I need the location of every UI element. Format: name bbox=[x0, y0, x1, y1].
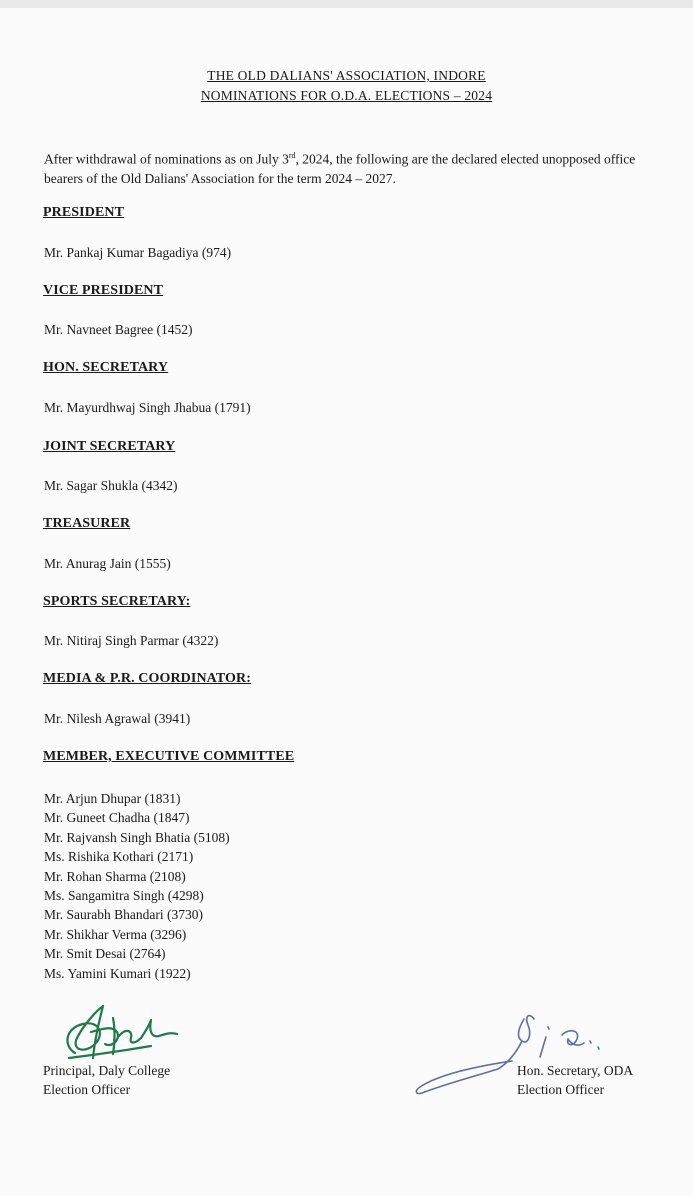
name-media-pr-coordinator: Mr. Nilesh Agrawal (3941) bbox=[44, 711, 191, 726]
list-item: Mr. Guneet Chadha (1847) bbox=[44, 810, 190, 826]
document-title-line1: THE OLD DALIANS' ASSOCIATION, INDORE bbox=[207, 68, 486, 83]
heading-hon-secretary: HON. SECRETARY bbox=[43, 360, 169, 375]
intro-paragraph: After withdrawal of nominations as on July 3rd, 2024, the following are the declared elected unopposed office bearers of the Old Dalians' Association for the term 2024 – 2027. bbox=[44, 151, 636, 186]
right-signatory-title: Hon. Secretary, ODA bbox=[517, 1063, 634, 1078]
heading-treasurer: TREASURER bbox=[43, 516, 131, 531]
document-title-line2: NOMINATIONS FOR O.D.A. ELECTIONS – 2024 bbox=[200, 88, 493, 103]
name-joint-secretary: Mr. Sagar Shukla (4342) bbox=[44, 478, 178, 493]
list-item: Mr. Smit Desai (2764) bbox=[44, 946, 166, 962]
name-treasurer: Mr. Anurag Jain (1555) bbox=[44, 556, 171, 571]
committee-member-list bbox=[44, 789, 230, 983]
right-signatory-block bbox=[517, 1061, 633, 1099]
list-item: Mr. Arjun Dhupar (1831) bbox=[44, 791, 181, 806]
list-item: Ms. Sangamitra Singh (4298) bbox=[44, 887, 204, 903]
left-signatory-block bbox=[43, 1061, 170, 1099]
list-item: Ms. Rishika Kothari (2171) bbox=[44, 849, 194, 865]
left-signatory-role: Election Officer bbox=[43, 1082, 131, 1097]
heading-media-pr-coordinator: MEDIA & P.R. COORDINATOR: bbox=[43, 671, 251, 686]
heading-vice-president: VICE PRESIDENT bbox=[43, 283, 164, 298]
list-item: Mr. Rohan Sharma (2108) bbox=[44, 868, 186, 884]
heading-sports-secretary: SPORTS SECRETARY: bbox=[43, 594, 191, 609]
right-signatory-role: Election Officer bbox=[517, 1082, 605, 1097]
heading-executive-committee: MEMBER, EXECUTIVE COMMITTEE bbox=[43, 749, 295, 764]
name-vice-president: Mr. Navneet Bagree (1452) bbox=[44, 322, 193, 337]
list-item: Mr. Saurabh Bhandari (3730) bbox=[44, 907, 203, 923]
name-sports-secretary: Mr. Nitiraj Singh Parmar (4322) bbox=[44, 633, 219, 648]
heading-president: PRESIDENT bbox=[43, 205, 125, 220]
list-item: Mr. Rajvansh Singh Bhatia (5108) bbox=[44, 829, 230, 845]
heading-joint-secretary: JOINT SECRETARY bbox=[43, 439, 176, 454]
list-item: Mr. Shikhar Verma (3296) bbox=[44, 926, 187, 942]
left-signatory-title: Principal, Daly College bbox=[43, 1063, 171, 1078]
name-hon-secretary: Mr. Mayurdhwaj Singh Jhabua (1791) bbox=[44, 400, 251, 415]
principal-signature bbox=[55, 998, 185, 1070]
name-president: Mr. Pankaj Kumar Bagadiya (974) bbox=[44, 245, 232, 260]
list-item: Ms. Yamini Kumari (1922) bbox=[44, 965, 191, 981]
